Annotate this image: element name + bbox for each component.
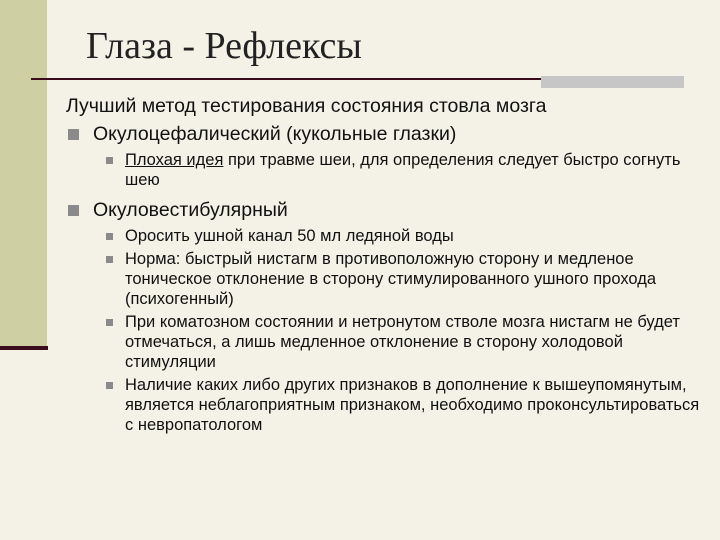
sub-bullet [106, 375, 706, 435]
sub-bullet-text: При коматозном состоянии и нетронутом стволе мозга нистагм не будет отмечаться, а лишь медленное отклонение в сторону холодовой стимуляции [125, 313, 680, 371]
title-accent-bar [541, 76, 684, 88]
lead-text: Лучший метод тестирования состояния стовла мозга [66, 95, 547, 117]
side-panel [0, 0, 47, 350]
square-bullet-icon [106, 157, 113, 164]
sub-bullet-text: Наличие каких либо других признаков в дополнение к вышеупомянутым, является неблагоприятным признаком, необходимо проконсультироваться с невропатологом [125, 376, 700, 434]
sub-bullet-text: Оросить ушной канал 50 мл ледяной воды [125, 227, 454, 245]
bullet-oculocephalic [66, 122, 706, 146]
emphasis-text: Плохая идея [125, 151, 224, 169]
square-bullet-icon [106, 233, 113, 240]
sub-bullet-text: Норма: быстрый нистагм в противоположную сторону и медленое тоническое отклонение в сторону стимулированного ушного прохода (психогенный) [125, 250, 657, 308]
square-bullet-icon [68, 205, 79, 216]
sub-bullet [106, 150, 706, 190]
sub-bullet-text [125, 150, 706, 190]
bullet-heading: Окулоцефалический (кукольные глазки) [93, 123, 457, 145]
bullet-heading: Окуловестибулярный [93, 199, 288, 221]
bullet-oculovestibular [66, 198, 706, 222]
square-bullet-icon [106, 319, 113, 326]
square-bullet-icon [106, 256, 113, 263]
sub-bullet [106, 312, 706, 372]
slide-content [66, 94, 706, 443]
sub-bullet-list [106, 150, 706, 190]
sub-bullet [106, 226, 706, 246]
square-bullet-icon [68, 129, 79, 140]
sub-bullet-rest: при травме шеи, для определения следует быстро согнуть шею [125, 151, 681, 189]
side-divider [0, 346, 48, 350]
sub-bullet [106, 249, 706, 309]
square-bullet-icon [106, 382, 113, 389]
title-rule [31, 78, 541, 80]
slide-title: Глаза - Рефлексы [86, 25, 362, 67]
sub-bullet-list [106, 226, 706, 435]
